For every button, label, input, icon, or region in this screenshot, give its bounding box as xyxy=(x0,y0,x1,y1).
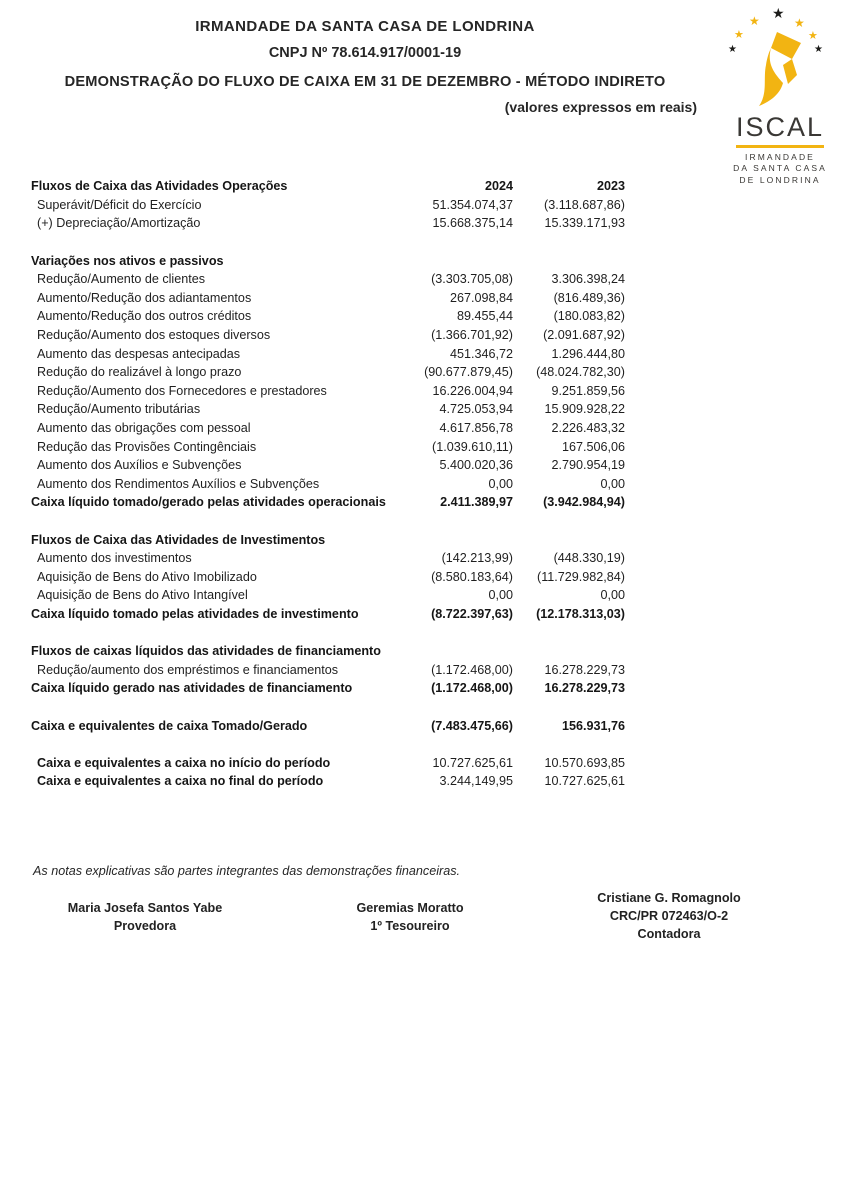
row-value-2023: (2.091.687,92) xyxy=(543,328,625,343)
row-label: Variações nos ativos e passivos xyxy=(31,253,224,268)
table-row xyxy=(31,344,625,363)
row-label: Caixa e equivalentes a caixa no final do período xyxy=(37,774,324,789)
row-value-2024: 267.098,84 xyxy=(449,290,513,305)
row-value-2023: 0,00 xyxy=(600,588,625,603)
table-row xyxy=(31,400,625,419)
explanatory-note: As notas explicativas são partes integrantes das demonstrações financeiras. xyxy=(33,864,461,878)
table-spacer xyxy=(31,623,625,642)
table-row xyxy=(31,772,625,791)
row-value-2023: (448.330,19) xyxy=(553,551,625,566)
row-label: Redução/Aumento tributárias xyxy=(37,402,201,417)
row-value-2024: (8.580.183,64) xyxy=(431,569,513,584)
statement-subtitle: (valores expressos em reais) xyxy=(504,99,697,115)
table-row xyxy=(31,251,625,270)
row-label: Redução/aumento dos empréstimos e financiamentos xyxy=(37,662,339,677)
signature-block-provedora xyxy=(45,899,245,935)
star-icon: ★ xyxy=(728,44,737,55)
table-spacer xyxy=(31,735,625,754)
logo-subtext-line2: DA SANTA CASA xyxy=(733,163,827,173)
table-row xyxy=(31,605,625,624)
cnpj-line: CNPJ Nº 78.614.917/0001-19 xyxy=(268,45,462,61)
row-value-2024: (90.677.879,45) xyxy=(424,365,513,380)
row-value-2024: 2024 xyxy=(484,179,513,194)
statement-title: DEMONSTRAÇÃO DO FLUXO DE CAIXA EM 31 DE DEZEMBRO - MÉTODO INDIRETO xyxy=(64,74,666,90)
table-row xyxy=(31,177,625,196)
table-row xyxy=(31,326,625,345)
row-label: Superávit/Déficit do Exercício xyxy=(37,197,202,212)
row-value-2024: 89.455,44 xyxy=(456,309,513,324)
row-value-2023: 10.727.625,61 xyxy=(544,774,625,789)
row-value-2023: (816.489,36) xyxy=(553,290,625,305)
row-value-2023: (11.729.982,84) xyxy=(537,569,625,584)
table-row xyxy=(31,363,625,382)
row-value-2024: (3.303.705,08) xyxy=(431,272,513,287)
table-row xyxy=(31,642,625,661)
row-label: Aumento das despesas antecipadas xyxy=(37,346,241,361)
row-value-2023: 15.909.928,22 xyxy=(544,402,625,417)
table-row xyxy=(31,586,625,605)
row-value-2023: 15.339.171,93 xyxy=(544,216,625,231)
row-label: Aumento/Redução dos adiantamentos xyxy=(37,290,252,305)
row-value-2024: (142.213,99) xyxy=(441,551,513,566)
table-row xyxy=(31,567,625,586)
logo-rule xyxy=(736,145,824,148)
table-row xyxy=(31,196,625,215)
row-value-2024: (1.039.610,11) xyxy=(432,439,513,454)
row-value-2024: 15.668.375,14 xyxy=(432,216,513,231)
signatory-role: 1º Tesoureiro xyxy=(370,919,450,933)
row-value-2024: 0,00 xyxy=(488,588,513,603)
row-label: Caixa e equivalentes a caixa no início do período xyxy=(37,755,331,770)
row-value-2024: 10.727.625,61 xyxy=(432,755,513,770)
logo-subtext-line3: DE LONDRINA xyxy=(739,174,821,185)
signatory-name: Geremias Moratto xyxy=(356,901,464,915)
row-label: Fluxos de Caixa das Atividades Operações xyxy=(31,179,288,194)
signature-block-contadora xyxy=(559,889,779,943)
row-value-2023: 9.251.859,56 xyxy=(551,383,625,398)
row-value-2023: 1.296.444,80 xyxy=(551,346,625,361)
row-value-2023: (3.118.687,86) xyxy=(544,197,625,212)
signatory-role: Contadora xyxy=(637,927,701,941)
row-label: Aumento/Redução dos outros créditos xyxy=(37,309,252,324)
row-label: Aquisição de Bens do Ativo Imobilizado xyxy=(37,569,257,584)
document-header xyxy=(33,18,697,115)
table-row xyxy=(31,549,625,568)
row-label: Redução/Aumento dos Fornecedores e prestadores xyxy=(37,383,327,398)
row-label: Aumento dos Auxílios e Subvenções xyxy=(37,458,242,473)
row-label: Aumento dos Rendimentos Auxílios e Subvenções xyxy=(37,476,320,491)
row-value-2024: 2.411.389,97 xyxy=(440,495,513,510)
table-row xyxy=(31,270,625,289)
row-value-2023: 16.278.229,73 xyxy=(544,681,625,696)
row-label: Aquisição de Bens do Ativo Intangível xyxy=(37,588,248,603)
row-value-2023: 16.278.229,73 xyxy=(544,662,625,677)
row-value-2024: 451.346,72 xyxy=(449,346,513,361)
star-icon: ★ xyxy=(772,5,785,21)
table-row xyxy=(31,289,625,308)
table-spacer xyxy=(31,698,625,717)
row-value-2023: (12.178.313,03) xyxy=(536,606,625,621)
table-row xyxy=(31,382,625,401)
row-label: Caixa e equivalentes de caixa Tomado/Gerado xyxy=(31,718,308,733)
row-value-2023: 2.226.483,32 xyxy=(551,421,625,436)
signatory-role: Provedora xyxy=(113,919,177,933)
star-icon: ★ xyxy=(808,30,818,42)
row-label: Redução/Aumento dos estoques diversos xyxy=(37,328,271,343)
signatory-name: Cristiane G. Romagnolo xyxy=(597,891,741,905)
signatory-name: Maria Josefa Santos Yabe xyxy=(67,901,223,915)
table-row xyxy=(31,437,625,456)
row-value-2024: (8.722.397,63) xyxy=(431,606,513,621)
table-row xyxy=(31,530,625,549)
row-label: Redução do realizável à longo prazo xyxy=(37,365,242,380)
table-row xyxy=(31,753,625,772)
row-value-2024: 3.244,149,95 xyxy=(439,774,513,789)
row-label: Caixa líquido tomado/gerado pelas atividades operacionais xyxy=(31,495,386,510)
row-value-2023: 2023 xyxy=(596,179,625,194)
table-row xyxy=(31,493,625,512)
table-row xyxy=(31,419,625,438)
table-row xyxy=(31,679,625,698)
row-value-2024: 5.400.020,36 xyxy=(439,458,513,473)
row-label: Caixa líquido gerado nas atividades de financiamento xyxy=(31,681,353,696)
signature-block-tesoureiro xyxy=(310,899,510,935)
table-row xyxy=(31,456,625,475)
row-value-2024: (7.483.475,66) xyxy=(431,718,513,733)
table-row xyxy=(31,475,625,494)
star-icon: ★ xyxy=(794,16,805,30)
row-value-2024: 4.725.053,94 xyxy=(439,402,513,417)
table-row xyxy=(31,307,625,326)
row-value-2024: 4.617.856,78 xyxy=(439,421,513,436)
row-value-2023: 2.790.954,19 xyxy=(551,458,625,473)
logo-emblem xyxy=(720,6,840,116)
row-value-2023: (180.083,82) xyxy=(553,309,625,324)
cashflow-table xyxy=(31,177,625,791)
row-label: Redução/Aumento de clientes xyxy=(37,272,206,287)
signatory-crc: CRC/PR 072463/O-2 xyxy=(609,909,729,923)
star-icon: ★ xyxy=(814,44,823,55)
star-icon: ★ xyxy=(749,14,760,28)
row-value-2024: 16.226.004,94 xyxy=(432,383,513,398)
row-label: Caixa líquido tomado pelas atividades de investimento xyxy=(31,606,359,621)
star-icon: ★ xyxy=(734,29,744,41)
table-row xyxy=(31,214,625,233)
row-value-2023: 10.570.693,85 xyxy=(544,755,625,770)
row-value-2023: 3.306.398,24 xyxy=(551,272,625,287)
row-value-2023: (48.024.782,30) xyxy=(536,365,625,380)
row-label: Aumento dos investimentos xyxy=(37,551,192,566)
iscal-logo xyxy=(720,6,840,186)
row-value-2024: 0,00 xyxy=(488,476,513,491)
row-value-2024: 51.354.074,37 xyxy=(432,197,513,212)
table-spacer xyxy=(31,512,625,531)
row-label: Fluxos de Caixa das Atividades de Investimentos xyxy=(31,532,326,547)
logo-acronym: ISCAL xyxy=(735,112,825,142)
row-value-2024: (1.172.468,00) xyxy=(431,662,513,677)
row-label: (+) Depreciação/Amortização xyxy=(37,216,201,231)
row-value-2023: 0,00 xyxy=(600,476,625,491)
row-value-2023: (3.942.984,94) xyxy=(543,495,625,510)
row-value-2024: (1.366.701,92) xyxy=(431,328,513,343)
row-value-2023: 167.506,06 xyxy=(561,439,625,454)
row-label: Fluxos de caixas líquidos das atividades de financiamento xyxy=(31,644,381,659)
table-spacer xyxy=(31,233,625,252)
row-value-2023: 156.931,76 xyxy=(561,718,625,733)
dove-figure-icon xyxy=(757,30,803,114)
row-label: Aumento das obrigações com pessoal xyxy=(37,421,251,436)
table-row xyxy=(31,716,625,735)
organization-name: IRMANDADE DA SANTA CASA DE LONDRINA xyxy=(195,18,535,35)
row-value-2024: (1.172.468,00) xyxy=(431,681,513,696)
table-row xyxy=(31,660,625,679)
row-label: Redução das Provisões Contingênciais xyxy=(37,439,257,454)
logo-subtext-line1: IRMANDADE xyxy=(745,151,815,162)
